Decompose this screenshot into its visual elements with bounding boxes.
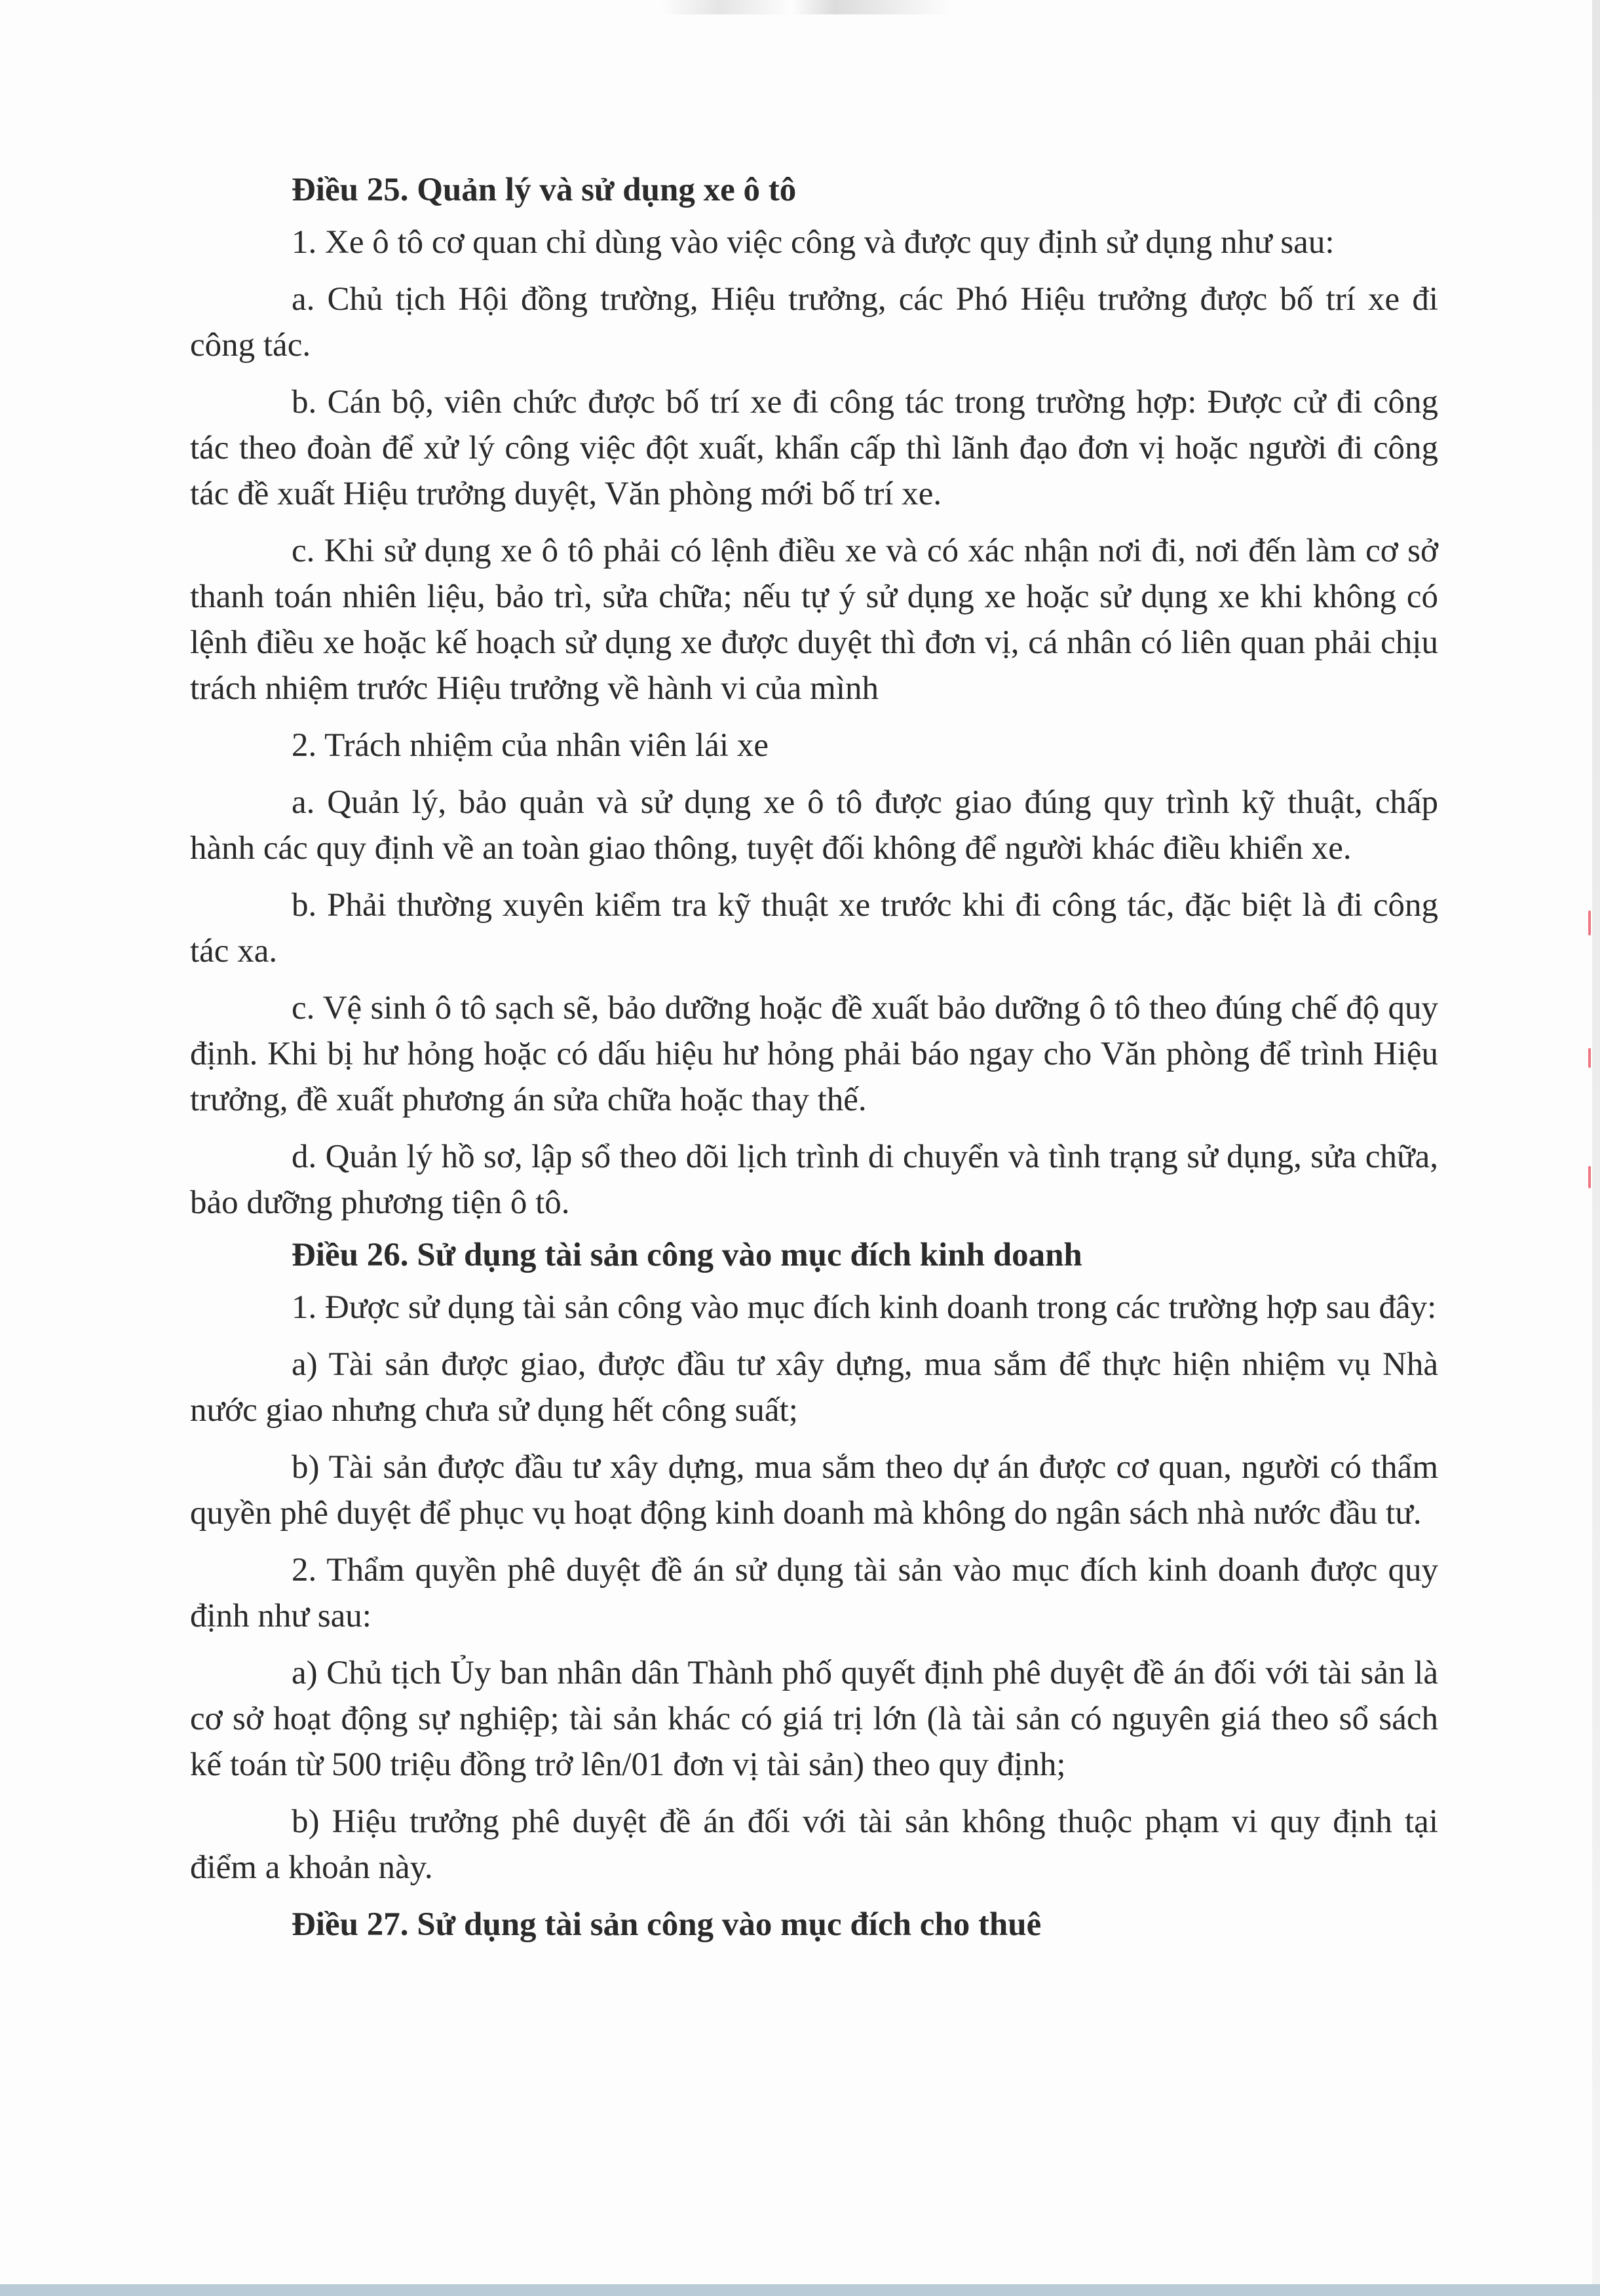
article-25-clause-2b: b. Phải thường xuyên kiểm tra kỹ thuật xe trước khi đi công tác, đặc biệt là đi công tác xa. (190, 887, 1438, 969)
scan-red-mark (1588, 1048, 1591, 1068)
scan-edge-right (1592, 0, 1600, 2296)
article-26-clause-2b: b) Hiệu trưởng phê duyệt đề án đối với tài sản không thuộc phạm vi quy định tại điểm a khoản này. (190, 1803, 1438, 1886)
article-25-clause-2: 2. Trách nhiệm của nhân viên lái xe (292, 727, 769, 764)
scan-artifact-top (662, 0, 950, 14)
article-25-clause-2c: c. Vệ sinh ô tô sạch sẽ, bảo dưỡng hoặc đề xuất bảo dưỡng ô tô theo đúng chế độ quy định. Khi bị hư hỏng hoặc có dấu hiệu hư hỏng phải báo ngay cho Văn phòng để trình Hiệu trưởng, đề xuất phương án sửa chữa hoặc thay thế. (190, 990, 1438, 1118)
article-25-clause-1c: c. Khi sử dụng xe ô tô phải có lệnh điều xe và có xác nhận nơi đi, nơi đến làm cơ sở thanh toán nhiên liệu, bảo trì, sửa chữa; nếu tự ý sử dụng xe hoặc sử dụng xe khi không có lệnh điều xe hoặc kế hoạch sử dụng xe được duyệt thì đơn vị, cá nhân có liên quan phải chịu trách nhiệm trước Hiệu trưởng về hành vi của mình (190, 533, 1438, 707)
article-27-heading: Điều 27. Sử dụng tài sản công vào mục đích cho thuê (292, 1906, 1042, 1943)
scan-edge-bottom (0, 2284, 1600, 2296)
article-25-clause-1a: a. Chủ tịch Hội đồng trường, Hiệu trưởng, các Phó Hiệu trưởng được bố trí xe đi công tác. (190, 281, 1438, 364)
article-26-clause-2a: a) Chủ tịch Ủy ban nhân dân Thành phố quyết định phê duyệt đề án đối với tài sản là cơ sở hoạt động sự nghiệp; tài sản khác có giá trị lớn (là tài sản có nguyên giá theo sổ sách kế toán từ 500 triệu đồng trở lên/01 đơn vị tài sản) theo quy định; (190, 1655, 1438, 1783)
article-25-clause-1: 1. Xe ô tô cơ quan chỉ dùng vào việc công và được quy định sử dụng như sau: (292, 224, 1335, 261)
article-25-clause-2a: a. Quản lý, bảo quản và sử dụng xe ô tô được giao đúng quy trình kỹ thuật, chấp hành các quy định về an toàn giao thông, tuyệt đối không để người khác điều khiển xe. (190, 784, 1438, 867)
article-25-clause-2d: d. Quản lý hồ sơ, lập sổ theo dõi lịch trình di chuyển và tình trạng sử dụng, sửa chữa, bảo dưỡng phương tiện ô tô. (190, 1139, 1438, 1221)
document-body (190, 167, 1438, 1948)
article-25-heading: Điều 25. Quản lý và sử dụng xe ô tô (292, 172, 797, 208)
article-26-clause-2: 2. Thẩm quyền phê duyệt đề án sử dụng tài sản vào mục đích kinh doanh được quy định như sau: (190, 1552, 1438, 1634)
scan-red-mark (1588, 911, 1591, 935)
article-26-clause-1: 1. Được sử dụng tài sản công vào mục đích kinh doanh trong các trường hợp sau đây: (292, 1289, 1437, 1326)
article-26-clause-1a: a) Tài sản được giao, được đầu tư xây dựng, mua sắm để thực hiện nhiệm vụ Nhà nước giao nhưng chưa sử dụng hết công suất; (190, 1346, 1438, 1429)
article-26-heading: Điều 26. Sử dụng tài sản công vào mục đích kinh doanh (292, 1237, 1082, 1273)
article-26-clause-1b: b) Tài sản được đầu tư xây dựng, mua sắm theo dự án được cơ quan, người có thẩm quyền phê duyệt để phục vụ hoạt động kinh doanh mà không do ngân sách nhà nước đầu tư. (190, 1449, 1438, 1532)
article-25-clause-1b: b. Cán bộ, viên chức được bố trí xe đi công tác trong trường hợp: Được cử đi công tác theo đoàn để xử lý công việc đột xuất, khẩn cấp thì lãnh đạo đơn vị hoặc người đi công tác đề xuất Hiệu trưởng duyệt, Văn phòng mới bố trí xe. (190, 384, 1438, 512)
scan-red-mark (1588, 1166, 1591, 1188)
